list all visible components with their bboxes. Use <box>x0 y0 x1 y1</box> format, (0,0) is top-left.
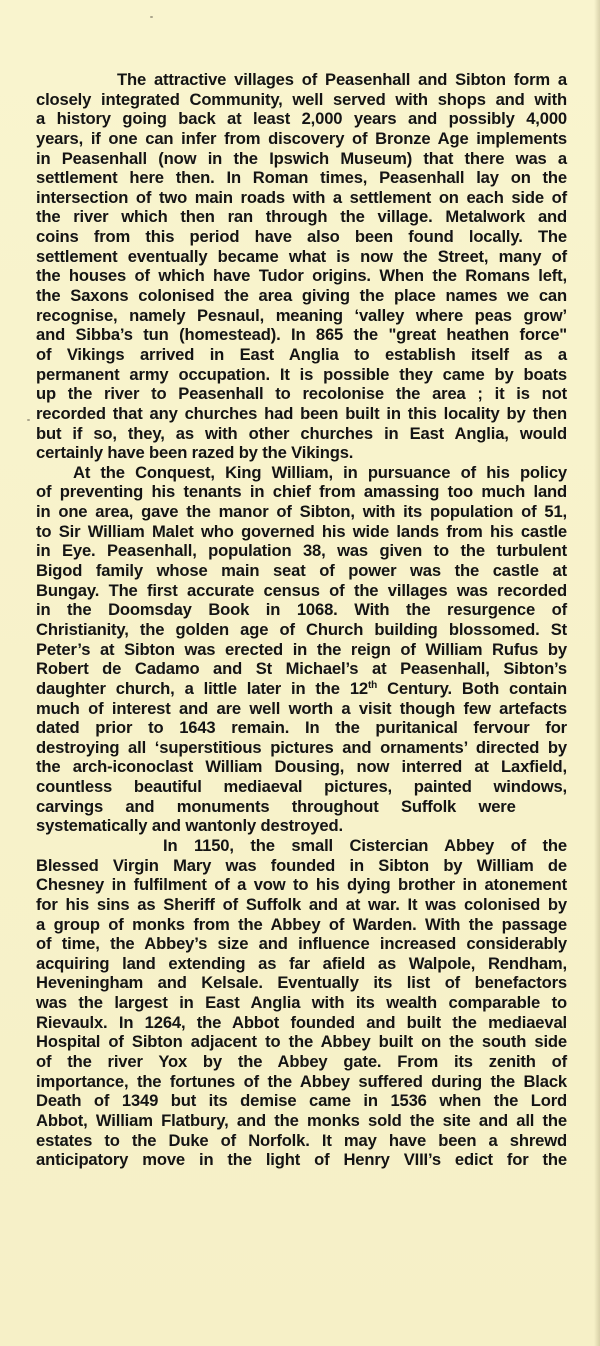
text-line: estates to the Duke of Norfolk. It may have been a shrewd <box>36 1130 567 1150</box>
text-line: settlement eventually became what is now the Street, many of <box>36 246 567 266</box>
text-line: the river which then ran through the village. Metalwork and <box>36 207 567 227</box>
text-line: Peter’s at Sibton was erected in the reign of William Rufus by <box>36 639 567 659</box>
text-line: years, if one can infer from discovery of Bronze Age implements <box>36 128 567 148</box>
text-line: countless beautiful mediaeval pictures, painted windows, <box>36 777 567 797</box>
text-line: Blessed Virgin Mary was founded in Sibton by William de <box>36 855 567 875</box>
text-line: much of interest and are well worth a visit though few artefacts <box>36 698 567 718</box>
text-line: anticipatory move in the light of Henry VIII’s edict for the <box>36 1150 567 1170</box>
paper-speck <box>27 419 30 421</box>
text-line: permanent army occupation. It is possible they came by boats <box>36 364 567 384</box>
paragraph-villages-history <box>36 70 567 463</box>
text-line: Rievaulx. In 1264, the Abbot founded and built the mediaeval <box>36 1012 567 1032</box>
text-line: importance, the fortunes of the Abbey suffered during the Black <box>36 1071 567 1091</box>
text-line: a history going back at least 2,000 years and possibly 4,000 <box>36 109 567 129</box>
text-line: to Sir William Malet who governed his wide lands from his castle <box>36 521 567 541</box>
text-line: Hospital of Sibton adjacent to the Abbey built on the south side <box>36 1032 567 1052</box>
text-line: dated prior to 1643 remain. In the puritanical fervour for <box>36 718 567 738</box>
ordinal-suffix: th <box>367 679 378 691</box>
text-line: In 1150, the small Cistercian Abbey of the <box>163 835 567 855</box>
page-edge-shadow <box>594 0 600 1346</box>
text-line: the houses of which have Tudor origins. When the Romans left, <box>36 266 567 286</box>
text-line: for his sins as Sheriff of Suffolk and at war. It was colonised by <box>36 894 567 914</box>
text-line: carvings and monuments throughout Suffolk were <box>36 796 516 816</box>
text-line: in one area, gave the manor of Sibton, with its population of 51, <box>36 502 567 522</box>
text-line: in Eye. Peasenhall, population 38, was given to the turbulent <box>36 541 567 561</box>
text-line: Death of 1349 but its demise came in 1536 when the Lord <box>36 1091 567 1111</box>
text-line: and Sibba’s tun (homestead). In 865 the "great heathen force" <box>36 325 567 345</box>
text-line: destroying all ‘superstitious pictures and ornaments’ directed by <box>36 737 567 757</box>
text-line: in Peasenhall (now in the Ipswich Museum) that there was a <box>36 148 567 168</box>
text-line: systematically and wantonly destroyed. <box>36 816 343 836</box>
text-line: a group of monks from the Abbey of Warden. With the passage <box>36 914 567 934</box>
text-line: of the river Yox by the Abbey gate. From its zenith of <box>36 1052 567 1072</box>
text-line: but if so, they, as with other churches in East Anglia, would <box>36 423 567 443</box>
article-body <box>36 70 567 1170</box>
text-line: up the river to Peasenhall to recolonise the area ; it is not <box>36 384 567 404</box>
text-line: of Vikings arrived in East Anglia to establish itself as a <box>36 344 567 364</box>
text-line: Abbot, William Flatbury, and the monks sold the site and all the <box>36 1110 567 1130</box>
text-line: coins from this period have also been found locally. The <box>36 227 567 247</box>
text-fragment: daughter church, a little later in the 12 <box>36 678 368 698</box>
text-fragment: Century. Both contain <box>377 678 567 698</box>
text-line: Heveningham and Kelsale. Eventually its list of benefactors <box>36 973 567 993</box>
text-line: Christianity, the golden age of Church building blossomed. St <box>36 619 567 639</box>
text-line: recorded that any churches had been built in this locality by then <box>36 403 567 423</box>
text-line: Robert de Cadamo and St Michael’s at Peasenhall, Sibton’s <box>36 659 567 679</box>
text-line: Bigod family whose main seat of power was the castle at <box>36 561 567 581</box>
text-line: of preventing his tenants in chief from amassing too much land <box>36 482 567 502</box>
paragraph-sibton-abbey <box>36 836 567 1170</box>
text-line: acquiring land extending as far afield as Walpole, Rendham, <box>36 953 567 973</box>
text-line: was the largest in East Anglia with its wealth comparable to <box>36 993 567 1013</box>
text-line: Bungay. The first accurate census of the villages was recorded <box>36 580 567 600</box>
text-line: certainly have been razed by the Vikings. <box>36 443 354 463</box>
text-line: closely integrated Community, well served with shops and with <box>36 89 567 109</box>
text-line: At the Conquest, King William, in pursuance of his policy <box>73 462 567 482</box>
text-line: the Saxons colonised the area giving the place names we can <box>36 286 567 306</box>
text-line: in the Doomsday Book in 1068. With the resurgence of <box>36 600 567 620</box>
text-line: the arch-iconoclast William Dousing, now interred at Laxfield, <box>36 757 567 777</box>
text-line <box>36 679 567 699</box>
paragraph-conquest <box>36 463 567 836</box>
text-line: recognise, namely Pesnaul, meaning ‘valley where peas grow’ <box>36 305 567 325</box>
text-line: settlement here then. In Roman times, Peasenhall lay on the <box>36 168 567 188</box>
text-line: intersection of two main roads with a settlement on each side of <box>36 187 567 207</box>
text-line: of time, the Abbey’s size and influence increased considerably <box>36 934 567 954</box>
text-line: The attractive villages of Peasenhall and Sibton form a <box>117 70 567 89</box>
paper-speck <box>150 16 153 18</box>
text-line: Chesney in fulfilment of a vow to his dying brother in atonement <box>36 875 567 895</box>
